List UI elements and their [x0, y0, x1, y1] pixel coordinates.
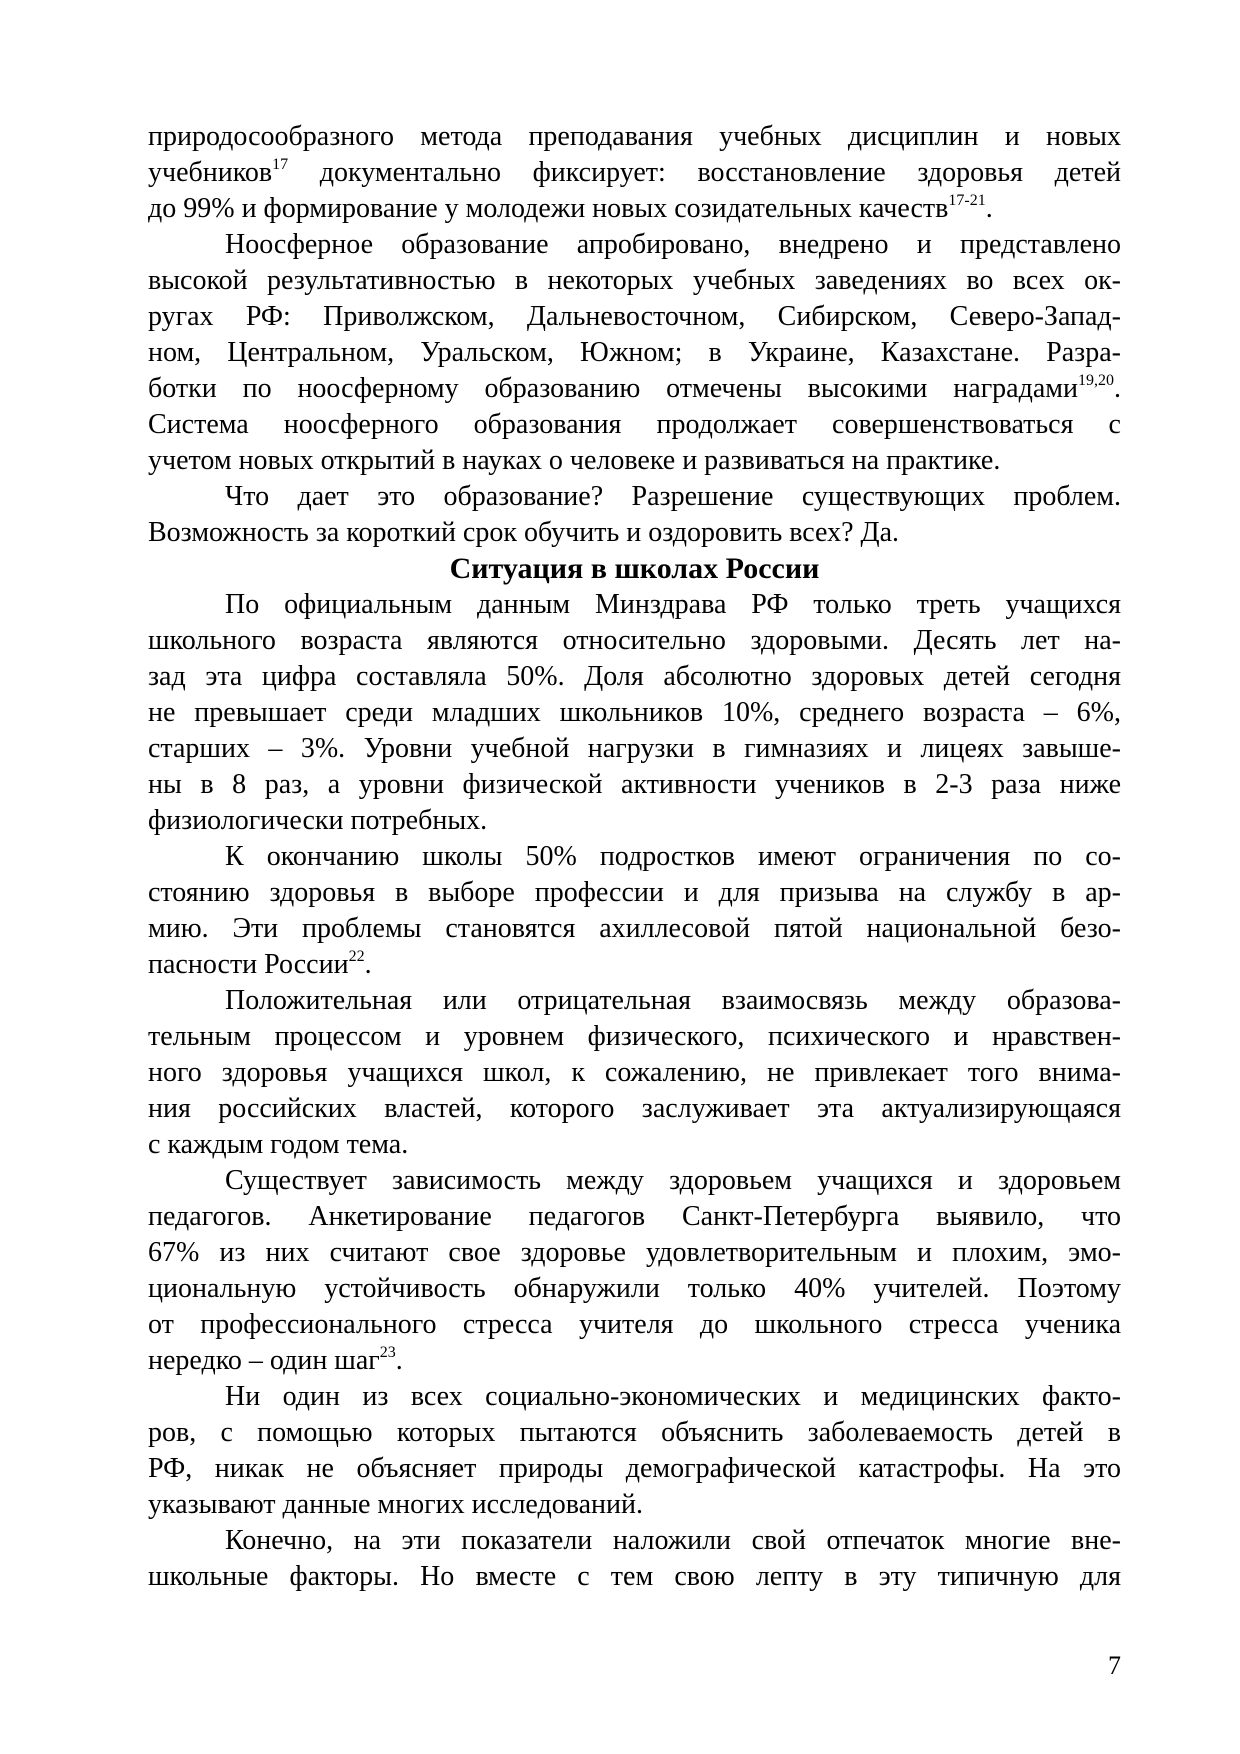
text-run: документально фиксирует: восстановление здоровья детей [288, 157, 1121, 188]
text-run: Положительная или отрицательная взаимосвязь между образова- [225, 985, 1121, 1016]
paragraph [148, 1523, 1121, 1595]
paragraph [148, 1163, 1121, 1379]
text-run: стоянию здоровья в выборе профессии и для призыва на службу в ар- [148, 877, 1121, 908]
text-run: . [395, 1345, 403, 1376]
text-line [148, 299, 1121, 335]
text-run: Существует зависимость между здоровьем учащихся и здоровьем [225, 1165, 1121, 1196]
text-run: с каждым годом тема. [148, 1129, 409, 1160]
text-run: указывают данные многих исследований. [148, 1489, 643, 1520]
text-run: тельным процессом и уровнем физического, психического и нравствен- [148, 1021, 1121, 1052]
text-run: до 99% и формирование у молодежи новых созидательных качеств [148, 193, 949, 224]
text-line [148, 1559, 1121, 1595]
footnote-reference: 22 [348, 948, 365, 965]
text-line [148, 1415, 1121, 1451]
text-line [148, 839, 1121, 875]
text-line [148, 407, 1121, 443]
paragraph [148, 1379, 1121, 1523]
paragraph [148, 983, 1121, 1163]
text-line [148, 371, 1121, 407]
text-line [148, 479, 1121, 515]
text-run: Ни один из всех социально-экономических и медицинских факто- [225, 1381, 1121, 1412]
text-line [148, 1307, 1121, 1343]
text-line [148, 1163, 1121, 1199]
text-run: РФ, никак не объясняет природы демографической катастрофы. На это [148, 1453, 1121, 1484]
text-run: природосообразного метода преподавания учебных дисциплин и новых [148, 121, 1121, 152]
text-run: нередко – один шаг [148, 1345, 380, 1376]
footnote-reference: 17-21 [948, 192, 986, 209]
text-line [148, 155, 1121, 191]
paragraph [148, 119, 1121, 227]
text-run: от профессионального стресса учителя до школьного стресса ученика [148, 1309, 1121, 1340]
text-run: Система ноосферного образования продолжает совершенствоваться с [148, 409, 1121, 440]
text-run: . [985, 193, 993, 224]
text-run: высокой результативностью в некоторых учебных заведениях во всех ок- [148, 265, 1121, 296]
text-run: школьного возраста являются относительно здоровыми. Десять лет на- [148, 625, 1121, 656]
text-run: 67% из них считают свое здоровье удовлетворительным и плохим, эмо- [148, 1237, 1121, 1268]
text-line [148, 803, 1121, 839]
text-run: ругах РФ: Приволжском, Дальневосточном, Сибирском, Северо-Запад- [148, 301, 1121, 332]
text-run: ров, с помощью которых пытаются объяснить заболеваемость детей в [148, 1417, 1121, 1448]
section-intro [148, 119, 1121, 551]
text-run: ботки по ноосферному образованию отмечены высокими наградами [148, 373, 1078, 404]
paragraph [148, 839, 1121, 983]
paragraph [148, 587, 1121, 839]
text-line [148, 1451, 1121, 1487]
text-run: Ноосферное образование апробировано, внедрено и представлено [225, 229, 1121, 260]
text-run: Что дает это образование? Разрешение существующих проблем. [225, 481, 1121, 512]
text-run: ном, Центральном, Уральском, Южном; в Украине, Казахстане. Разра- [148, 337, 1121, 368]
text-line [148, 731, 1121, 767]
text-run: циональную устойчивость обнаружили только 40% учителей. Поэтому [148, 1273, 1121, 1304]
text-line [148, 227, 1121, 263]
text-run: Конечно, на эти показатели наложили свой отпечаток многие вне- [225, 1525, 1121, 1556]
text-run: старших – 3%. Уровни учебной нагрузки в гимназиях и лицеях завыше- [148, 733, 1121, 764]
text-run: учебников [148, 157, 273, 188]
text-line [148, 1091, 1121, 1127]
text-run: пасности России [148, 949, 349, 980]
text-line [148, 1199, 1121, 1235]
footnote-reference: 23 [379, 1344, 396, 1361]
text-run: не превышает среди младших школьников 10%, среднего возраста – 6%, [148, 697, 1121, 728]
text-line [148, 623, 1121, 659]
text-run: По официальным данным Минздрава РФ только треть учащихся [225, 589, 1121, 620]
text-run: зад эта цифра составляла 50%. Доля абсолютно здоровых детей сегодня [148, 661, 1121, 692]
text-line [148, 875, 1121, 911]
text-run: ния российских властей, которого заслуживает эта актуализирующаяся [148, 1093, 1121, 1124]
text-line [148, 947, 1121, 983]
paragraph [148, 479, 1121, 551]
text-line [148, 587, 1121, 623]
text-run: школьные факторы. Но вместе с тем свою лепту в эту типичную для [148, 1561, 1121, 1592]
text-line [148, 1523, 1121, 1559]
text-run: . [364, 949, 372, 980]
text-line [148, 767, 1121, 803]
text-line [148, 335, 1121, 371]
text-run: педагогов. Анкетирование педагогов Санкт-Петербурга выявило, что [148, 1201, 1121, 1232]
text-line [148, 1271, 1121, 1307]
section-heading: Ситуация в школах России [449, 552, 820, 585]
text-line [148, 191, 1121, 227]
page-number: 7 [1108, 1651, 1121, 1680]
text-line [148, 1343, 1121, 1379]
footnote-reference: 19,20 [1078, 372, 1114, 389]
text-line [148, 515, 1121, 551]
text-line [148, 1487, 1121, 1523]
text-line [148, 263, 1121, 299]
text-line [148, 1055, 1121, 1091]
text-run: ны в 8 раз, а уровни физической активности учеников в 2-3 раза ниже [148, 769, 1121, 800]
text-run: К окончанию школы 50% подростков имеют ограничения по со- [225, 841, 1121, 872]
text-run: ного здоровья учащихся школ, к сожалению, не привлекает того внима- [148, 1057, 1121, 1088]
text-line [148, 119, 1121, 155]
text-line [148, 1019, 1121, 1055]
body-text [148, 119, 1121, 1595]
text-run: . [1114, 373, 1121, 404]
text-line [148, 983, 1121, 1019]
text-run: мию. Эти проблемы становятся ахиллесовой пятой национальной безо- [148, 913, 1121, 944]
text-line [148, 911, 1121, 947]
text-line [148, 1379, 1121, 1415]
footnote-reference: 17 [272, 156, 289, 173]
text-line [148, 443, 1121, 479]
text-line [148, 1235, 1121, 1271]
paragraph [148, 227, 1121, 479]
text-run: Возможность за короткий срок обучить и оздоровить всех? Да. [148, 517, 900, 548]
text-line [148, 1127, 1121, 1163]
section-schools-russia [148, 587, 1121, 1595]
text-run: учетом новых открытий в науках о человеке и развиваться на практике. [148, 445, 1001, 476]
text-line [148, 659, 1121, 695]
text-line [148, 695, 1121, 731]
text-run: физиологически потребных. [148, 805, 488, 836]
